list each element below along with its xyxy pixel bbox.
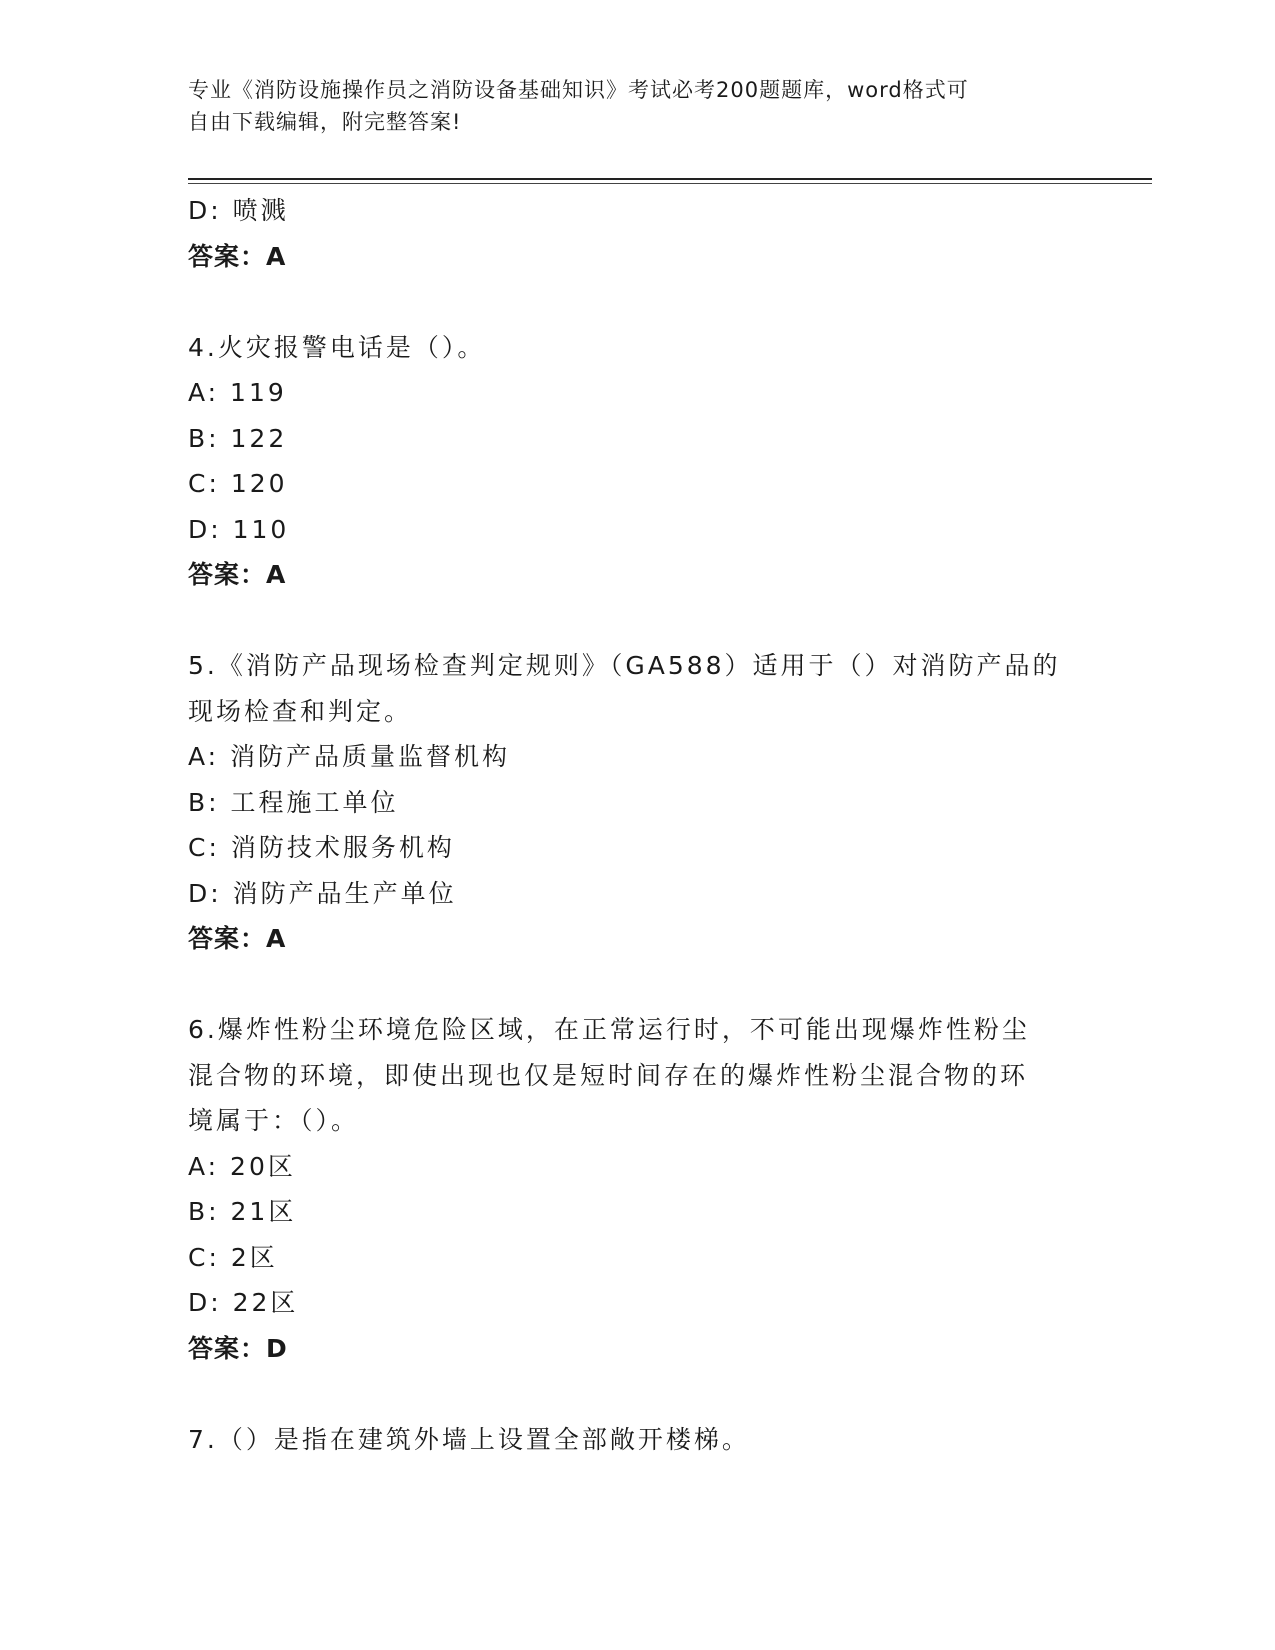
spacer — [188, 598, 1088, 644]
q6-option-d: D: 22区 — [188, 1288, 299, 1317]
q6-option-a: A: 20区 — [188, 1151, 296, 1181]
document-body — [188, 188, 1088, 1462]
q5-stem-line-2: 现场检查和判定。 — [188, 696, 413, 726]
q4-answer: 答案：A — [188, 560, 287, 589]
q4-option-c: C: 120 — [188, 469, 288, 498]
q5-option-c: C: 消防技术服务机构 — [188, 833, 455, 862]
spacer — [188, 962, 1088, 1008]
q6-option-c: C: 2区 — [188, 1242, 278, 1272]
header-divider-thin — [188, 183, 1152, 184]
header-line-2: 自由下载编辑，附完整答案! — [188, 110, 462, 134]
header-divider-thick — [188, 178, 1152, 180]
q6-stem-line-1: 6.爆炸性粉尘环境危险区域，在正常运行时，不可能出现爆炸性粉尘 — [188, 1015, 1030, 1044]
q4-stem: 4.火灾报警电话是（）。 — [188, 332, 486, 362]
page-header — [188, 74, 1088, 138]
q6-answer: 答案：D — [188, 1333, 288, 1363]
q5-answer: 答案：A — [188, 924, 287, 953]
q7-stem: 7.（）是指在建筑外墙上设置全部敞开楼梯。 — [188, 1424, 750, 1454]
q5-option-a: A: 消防产品质量监督机构 — [188, 742, 511, 771]
q3-answer: 答案：A — [188, 241, 287, 271]
spacer — [188, 1371, 1088, 1417]
q3-option-d: D: 喷溅 — [188, 196, 289, 225]
spacer — [188, 279, 1088, 325]
q4-option-d: D: 110 — [188, 514, 290, 544]
header-line-1: 专业《消防设施操作员之消防设备基础知识》考试必考200题题库，word格式可 — [188, 78, 969, 102]
q5-option-d: D: 消防产品生产单位 — [188, 878, 457, 908]
q6-option-b: B: 21区 — [188, 1197, 297, 1226]
q4-option-b: B: 122 — [188, 423, 288, 453]
q6-stem-line-2: 混合物的环境，即使出现也仅是短时间存在的爆炸性粉尘混合物的环 — [188, 1060, 1029, 1090]
q6-stem-line-3: 境属于：（）。 — [188, 1106, 360, 1135]
q4-option-a: A: 119 — [188, 378, 287, 407]
q5-option-b: B: 工程施工单位 — [188, 787, 399, 817]
q5-stem-line-1: 5.《消防产品现场检查判定规则》（GA588）适用于（）对消防产品的 — [188, 651, 1061, 680]
